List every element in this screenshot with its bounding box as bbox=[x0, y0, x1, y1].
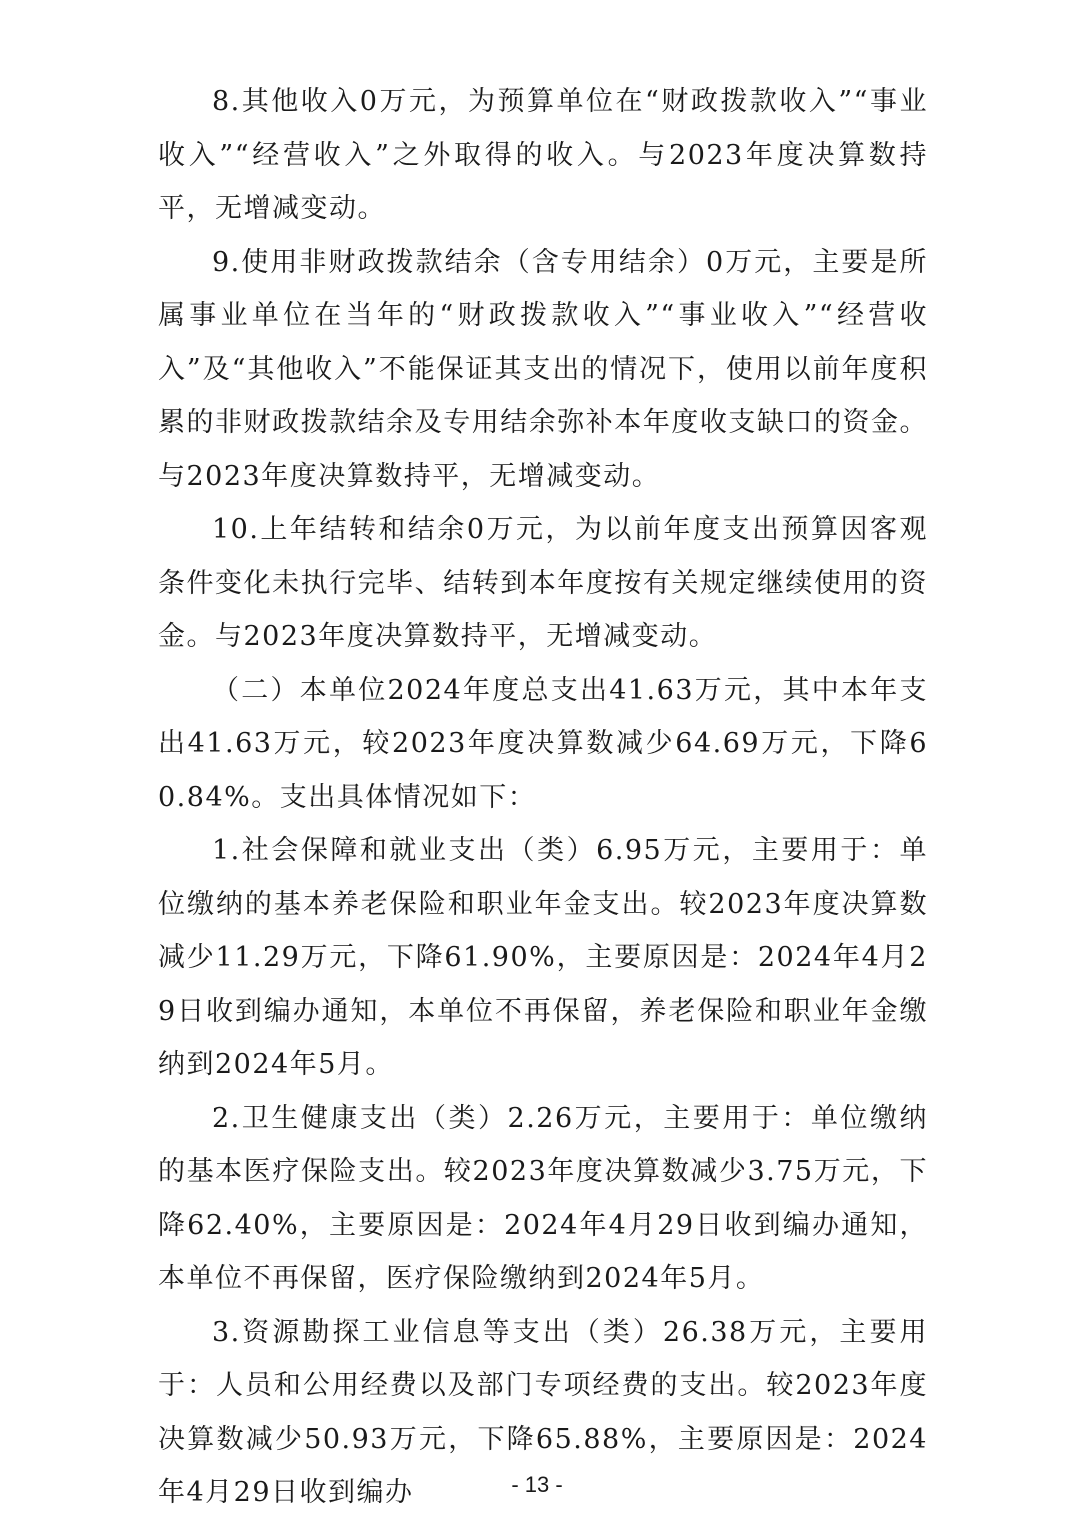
paragraph-carryover-balance: 10.上年结转和结余0万元，为以前年度支出预算因客观条件变化未执行完毕、结转到本年度按有关规定继续使用的资金。与2023年度决算数持平，无增减变动。 bbox=[158, 514, 928, 652]
document-body bbox=[158, 75, 928, 1520]
paragraph-resource-exploration-expenditure: 3.资源勘探工业信息等支出（类）26.38万元，主要用于：人员和公用经费以及部门专项经费的支出。较2023年度决算数减少50.93万元，下降65.88%，主要原因是：2024年4月29日收到编办 bbox=[158, 1316, 928, 1508]
page-number: - 13 - bbox=[511, 1472, 563, 1497]
paragraph-social-security-expenditure: 1.社会保障和就业支出（类）6.95万元，主要用于：单位缴纳的基本养老保险和职业年金支出。较2023年度决算数减少11.29万元，下降61.90%，主要原因是：2024年4月29日收到编办通知，本单位不再保留，养老保险和职业年金缴纳到2024年5月。 bbox=[158, 835, 928, 1080]
paragraph-non-fiscal-balance: 9.使用非财政拨款结余（含专用结余）0万元，主要是所属事业单位在当年的“财政拨款收入”“事业收入”“经营收入”及“其他收入”不能保证其支出的情况下，使用以前年度积累的非财政拨款结余及专用结余弥补本年度收支缺口的资金。与2023年度决算数持平，无增减变动。 bbox=[158, 246, 928, 492]
paragraph-other-income: 8.其他收入0万元，为预算单位在“财政拨款收入”“事业收入”“经营收入”之外取得的收入。与2023年度决算数持平，无增减变动。 bbox=[158, 86, 928, 224]
paragraph-total-expenditure: （二）本单位2024年度总支出41.63万元，其中本年支出41.63万元，较2023年度决算数减少64.69万元，下降60.84%。支出具体情况如下： bbox=[158, 674, 928, 813]
paragraph-health-expenditure: 2.卫生健康支出（类）2.26万元，主要用于：单位缴纳的基本医疗保险支出。较2023年度决算数减少3.75万元，下降62.40%，主要原因是：2024年4月29日收到编办通知，本单位不再保留，医疗保险缴纳到2024年5月。 bbox=[158, 1102, 928, 1294]
